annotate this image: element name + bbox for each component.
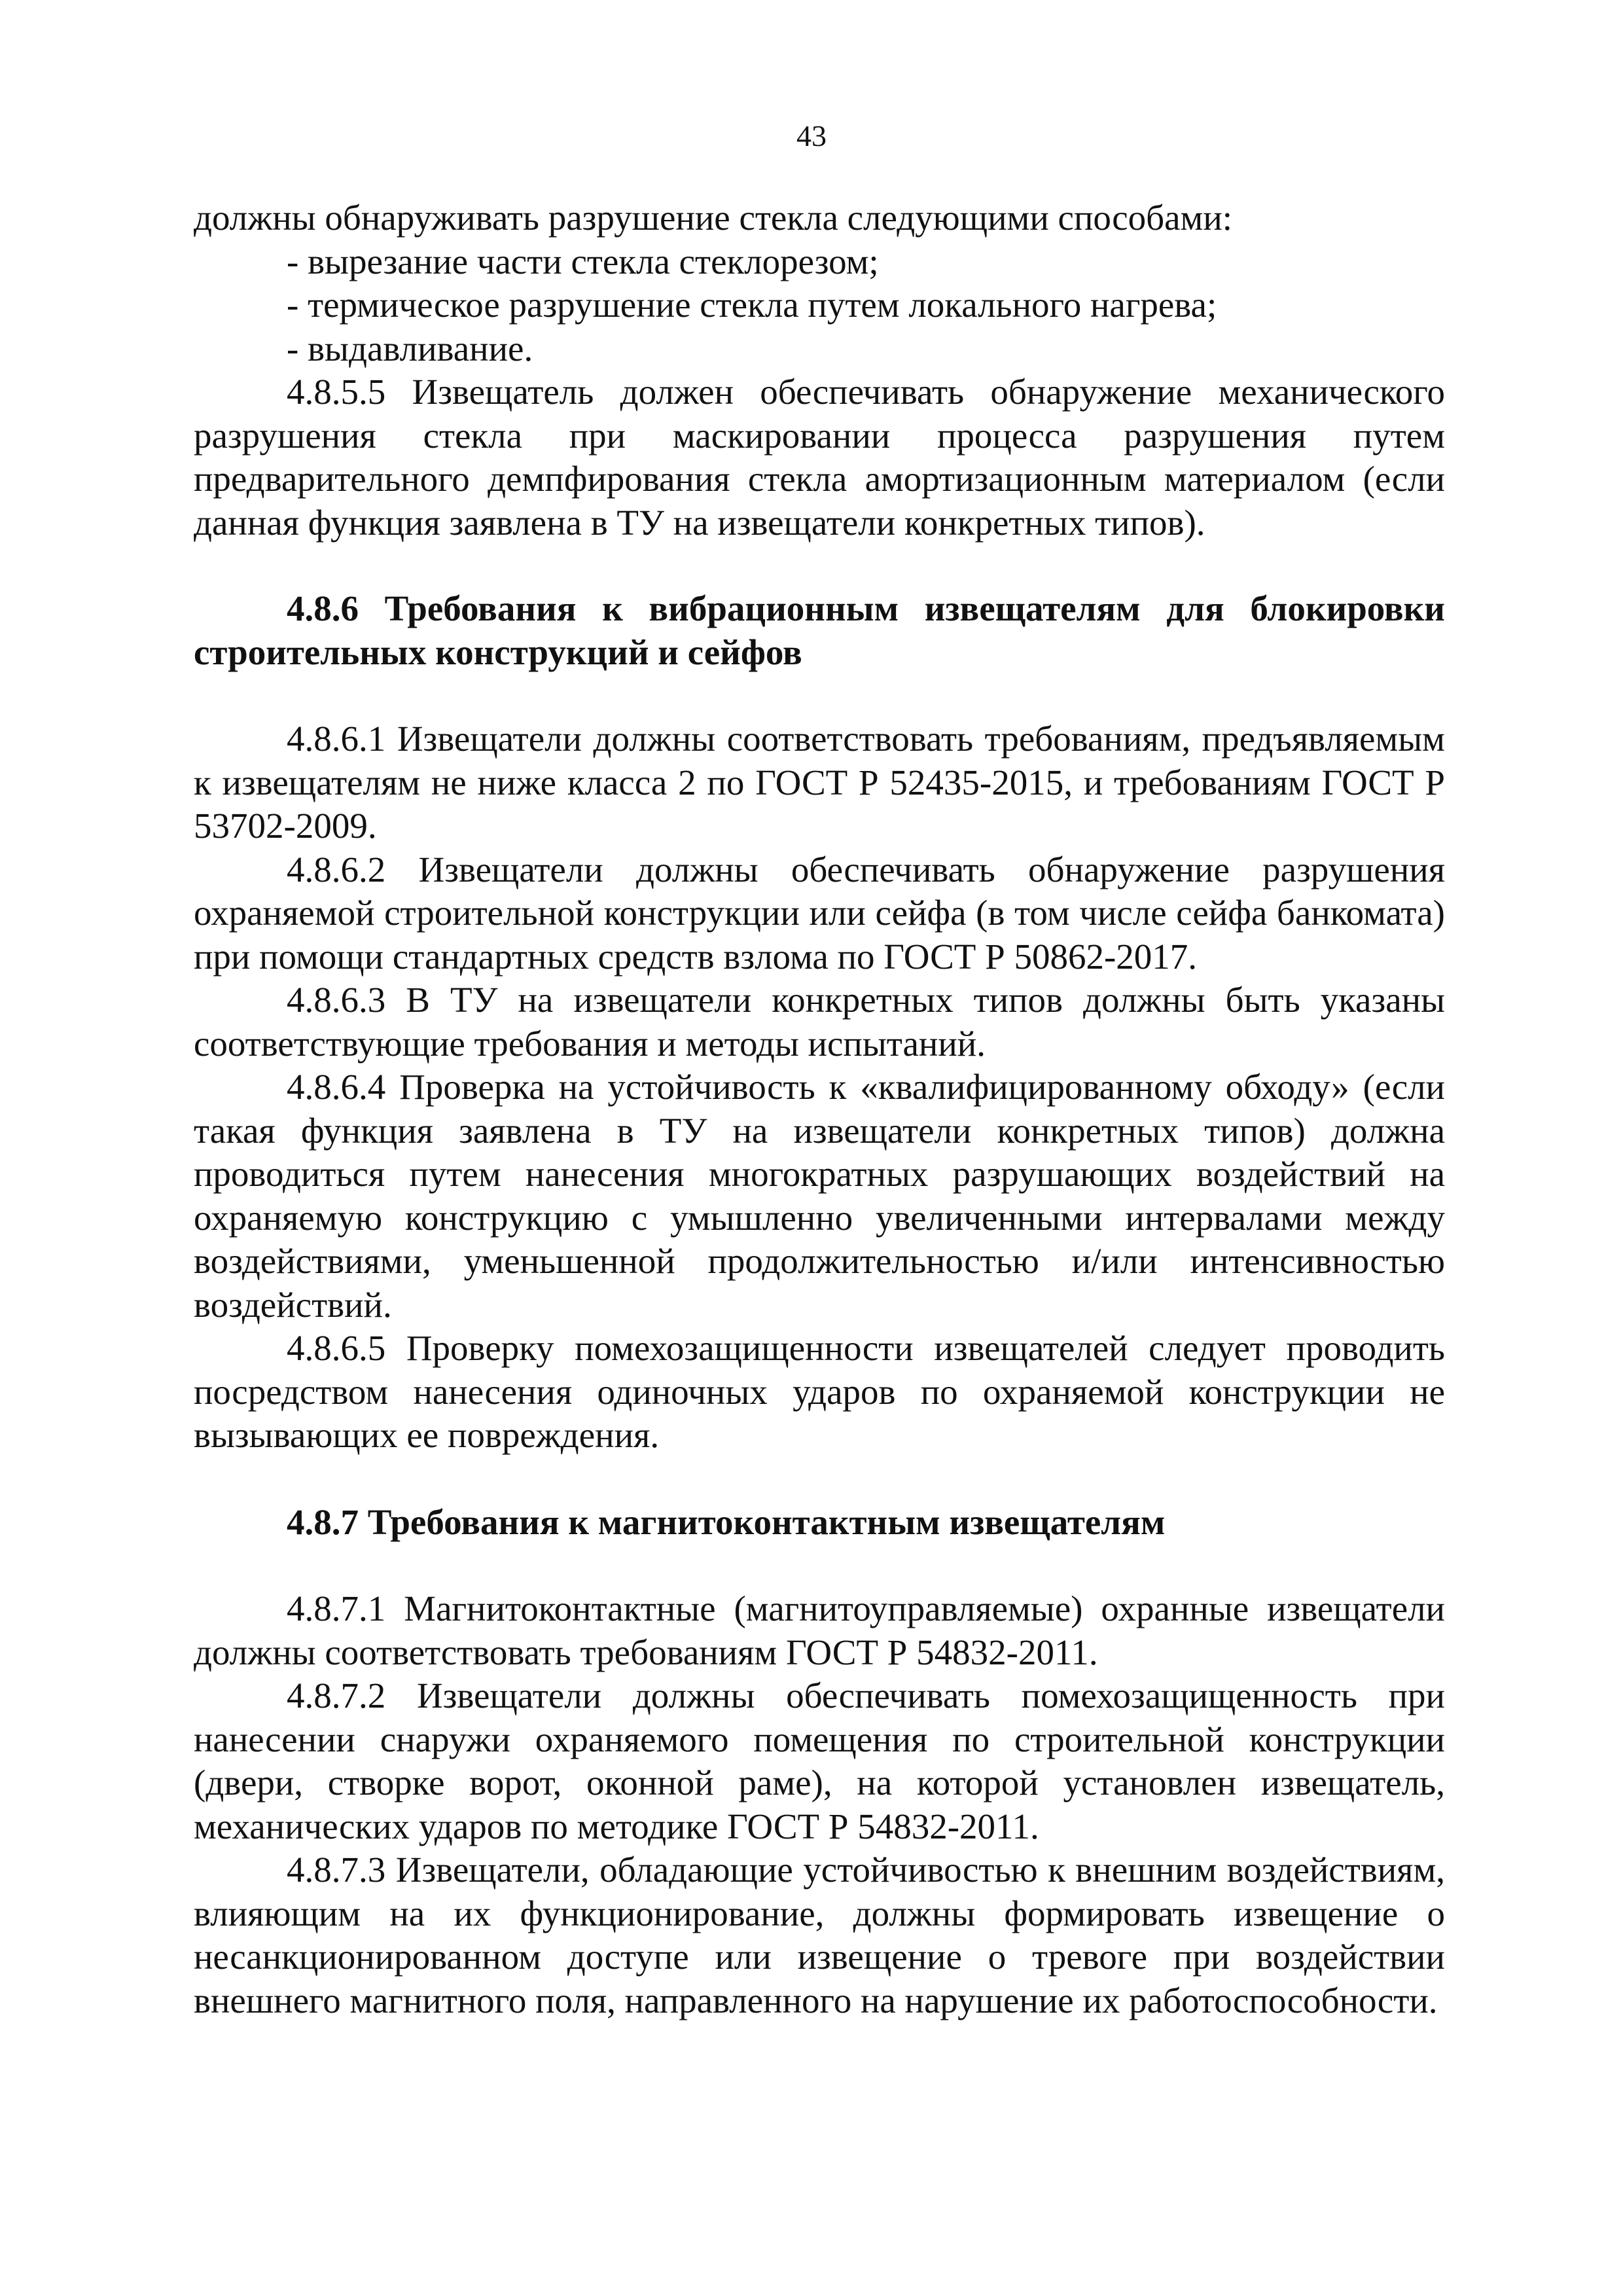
paragraph-4-8-6-1: 4.8.6.1 Извещатели должны соответствовать требованиям, предъявляемым к извещателям не ниже класса 2 по ГОСТ Р 52435-2015, и требованиям ГОСТ Р 53702-2009. xyxy=(194,719,1445,846)
page-number: 43 xyxy=(796,119,827,152)
paragraph-4-8-7-1: 4.8.7.1 Магнитоконтактные (магнитоуправляемые) охранные извещатели должны соответствовать требованиям ГОСТ Р 54832-2011. xyxy=(194,1588,1445,1672)
document-body xyxy=(194,196,1445,2022)
paragraph-4-8-7-3: 4.8.7.3 Извещатели, обладающие устойчивостью к внешним воздействиям, влияющим на их функционирование, должны формировать извещение о несанкционированном доступе или извещение о тревоге при воздействии внешнего магнитного поля, направленного на нарушение их работоспособности. xyxy=(194,1850,1445,2020)
paragraph-4-8-6-2: 4.8.6.2 Извещатели должны обеспечивать обнаружение разрушения охраняемой строительной конструкции или сейфа (в том числе сейфа банкомата) при помощи стандартных средств взлома по ГОСТ Р 50862-2017. xyxy=(194,849,1445,977)
paragraph-4-8-6-5: 4.8.6.5 Проверку помехозащищенности извещателей следует проводить посредством нанесения одиночных ударов по охраняемой конструкции не вызывающих ее повреждения. xyxy=(194,1328,1445,1455)
intro-paragraph: должны обнаруживать разрушение стекла следующими способами: xyxy=(194,198,1233,238)
method-item-1: - вырезание части стекла стеклорезом; xyxy=(287,241,879,281)
paragraph-4-8-5-5: 4.8.5.5 Извещатель должен обеспечивать обнаружение механического разрушения стекла при маскировании процесса разрушения путем предварительного демпфирования стекла амортизационным материалом (если данная функция заявлена в ТУ на извещатели конкретных типов). xyxy=(194,372,1445,543)
paragraph-4-8-6-3: 4.8.6.3 В ТУ на извещатели конкретных типов должны быть указаны соответствующие требования и методы испытаний. xyxy=(194,980,1445,1064)
paragraph-4-8-6-4: 4.8.6.4 Проверка на устойчивость к «квалифицированному обходу» (если такая функция заявлена в ТУ на извещатели конкретных типов) должна проводиться путем нанесения многократных разрушающих воздействий на охраняемую конструкцию с умышленно увеличенными интервалами между воздействиями, уменьшенной продолжительностью и/или интенсивностью воздействий. xyxy=(194,1067,1445,1325)
paragraph-4-8-7-2: 4.8.7.2 Извещатели должны обеспечивать помехозащищенность при нанесении снаружи охраняемого помещения по строительной конструкции (двери, створке ворот, оконной раме), на которой установлен извещатель, механических ударов по методике ГОСТ Р 54832-2011. xyxy=(194,1676,1445,1846)
section-heading-4-8-6: 4.8.6 Требования к вибрационным извещателям для блокировки строительных конструкций и сейфов xyxy=(194,588,1445,672)
method-item-2: - термическое разрушение стекла путем локального нагрева; xyxy=(287,285,1217,325)
method-item-3: - выдавливание. xyxy=(287,328,533,368)
section-heading-4-8-7: 4.8.7 Требования к магнитоконтактным извещателям xyxy=(287,1501,1166,1542)
